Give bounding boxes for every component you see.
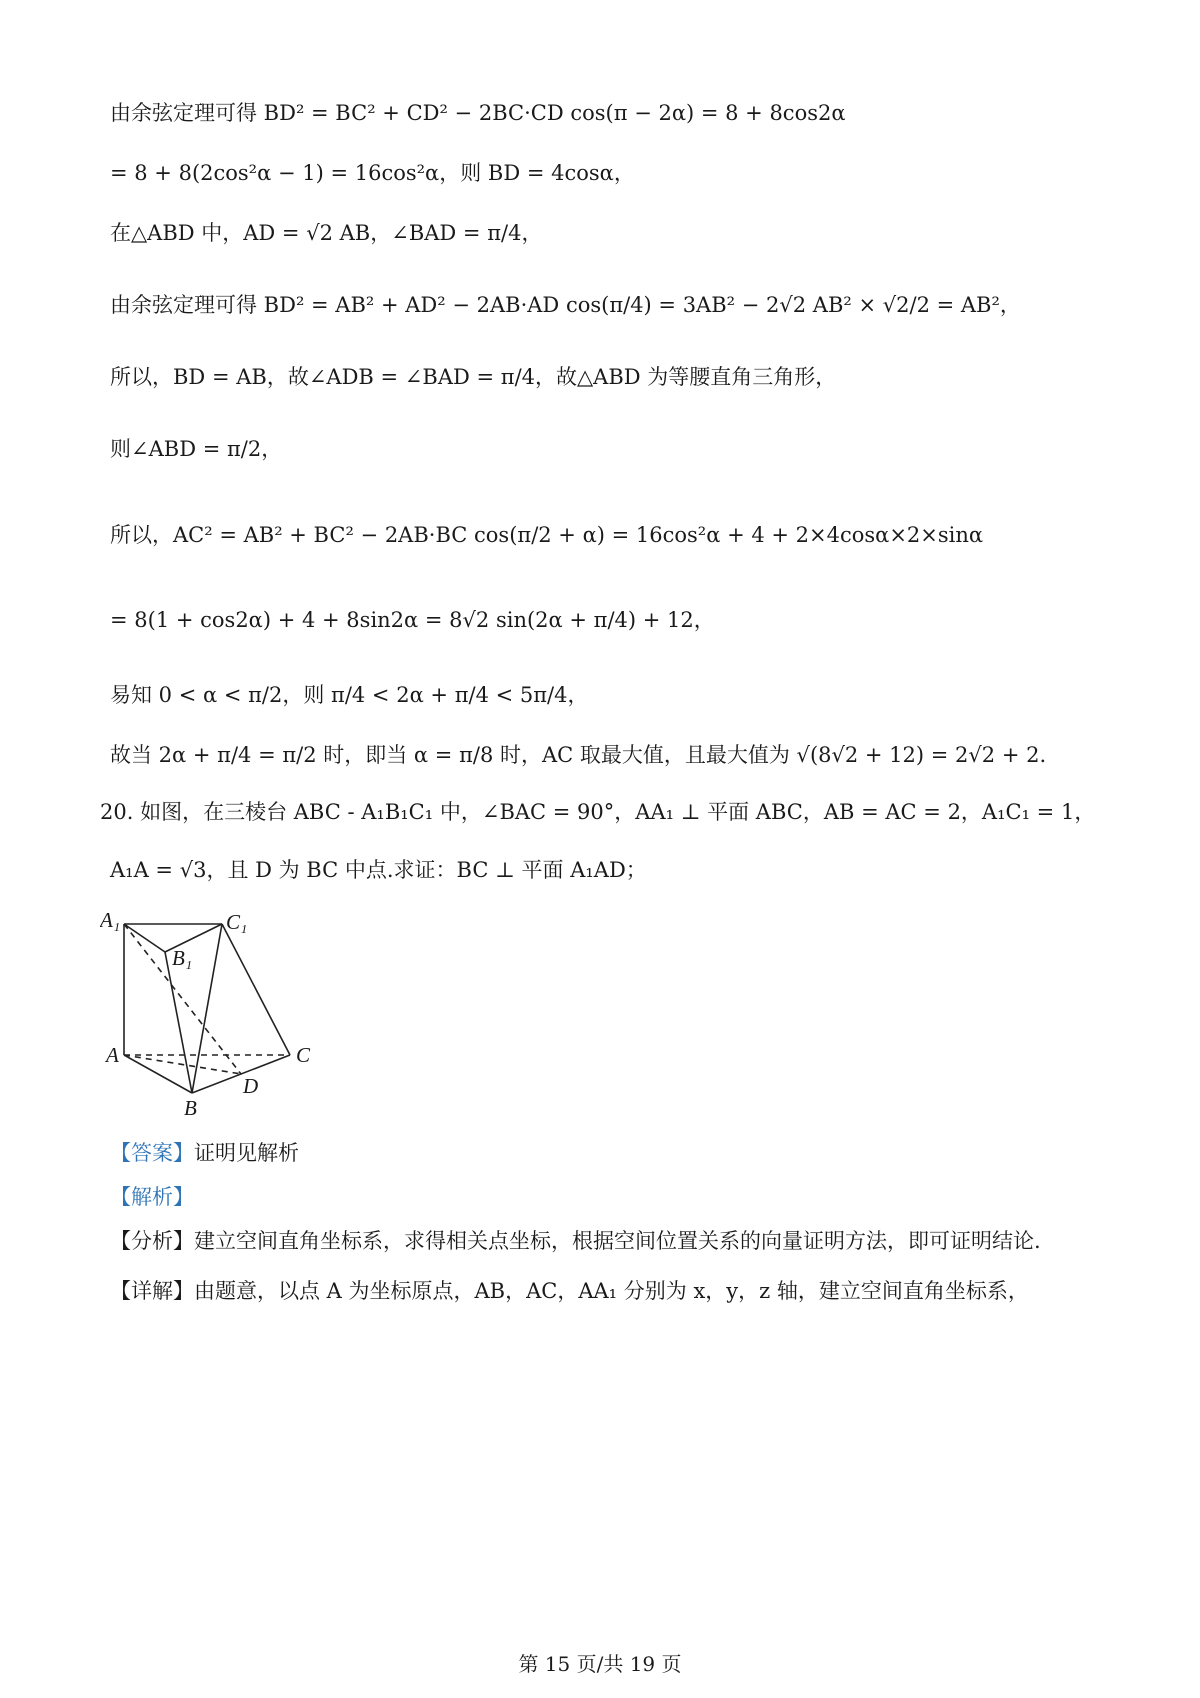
- edge-A1B1: [124, 924, 165, 952]
- fenxi-text: 建立空间直角坐标系，求得相关点坐标，根据空间位置关系的向量证明方法，即可证明结论.: [194, 1229, 1041, 1253]
- solution-line-1: 由余弦定理可得 BD² = BC² + CD² − 2BC·CD cos(π − 2α) = 8 + 8cos2α: [110, 101, 846, 125]
- solution-line-9: 易知 0 < α < π/2，则 π/4 < 2α + π/4 < 5π/4，: [110, 683, 589, 707]
- edge-C1C: [222, 924, 290, 1055]
- label-D: D: [243, 1074, 259, 1098]
- solution-line-6: 则∠ABD = π/2，: [110, 437, 283, 461]
- answer-text: 证明见解析: [194, 1141, 299, 1165]
- answer-tag: 【答案】: [110, 1141, 194, 1165]
- solution-line-8: = 8(1 + cos2α) + 4 + 8sin2α = 8√2 sin(2α + π/4) + 12，: [110, 608, 715, 632]
- edge-B1B: [165, 952, 192, 1093]
- answer-line: [110, 1138, 299, 1168]
- label-A1: A₁: [100, 908, 121, 932]
- solution-line-2: = 8 + 8(2cos²α − 1) = 16cos²α，则 BD = 4cosα，: [110, 161, 635, 185]
- analysis-line: [110, 1182, 194, 1212]
- label-C1: C₁: [226, 910, 248, 934]
- detail-tag: 【详解】: [110, 1279, 194, 1303]
- problem-statement-line-2: A₁A = √3，且 D 为 BC 中点.求证：BC ⊥ 平面 A₁AD；: [110, 858, 647, 882]
- label-B1: B₁: [172, 946, 193, 970]
- edge-C1B: [192, 924, 222, 1093]
- label-B: B: [184, 1096, 197, 1120]
- page-footer: 第 15 页/共 19 页: [518, 1652, 682, 1676]
- frustum-figure: [100, 905, 360, 1130]
- solution-line-4: 由余弦定理可得 BD² = AB² + AD² − 2AB·AD cos(π/4) = 3AB² − 2√2 AB² × √2/2 = AB²，: [110, 293, 1021, 317]
- detail-line: [110, 1276, 1029, 1306]
- label-A: A: [106, 1043, 119, 1067]
- solution-line-5: 所以，BD = AB，故∠ADB = ∠BAD = π/4，故△ABD 为等腰直角三角形，: [110, 365, 837, 389]
- analysis-tag: 【解析】: [110, 1185, 194, 1209]
- solution-line-7: 所以，AC² = AB² + BC² − 2AB·BC cos(π/2 + α) = 16cos²α + 4 + 2×4cosα×2×sinα: [110, 523, 984, 547]
- label-C: C: [296, 1043, 311, 1067]
- detail-text: 由题意，以点 A 为坐标原点，AB，AC，AA₁ 分别为 x，y，z 轴，建立空间直角坐标系，: [194, 1279, 1029, 1303]
- fenxi-tag: 【分析】: [110, 1229, 194, 1253]
- problem-statement-line-1: 20. 如图，在三棱台 ABC - A₁B₁C₁ 中，∠BAC = 90°，AA₁ ⊥ 平面 ABC，AB = AC = 2，A₁C₁ = 1，: [100, 800, 1096, 824]
- fenxi-line: [110, 1226, 1041, 1256]
- solution-line-3: 在△ABD 中，AD = √2 AB，∠BAD = π/4，: [110, 221, 543, 245]
- solution-line-10: 故当 2α + π/4 = π/2 时，即当 α = π/8 时，AC 取最大值，且最大值为 √(8√2 + 12) = 2√2 + 2.: [110, 743, 1047, 767]
